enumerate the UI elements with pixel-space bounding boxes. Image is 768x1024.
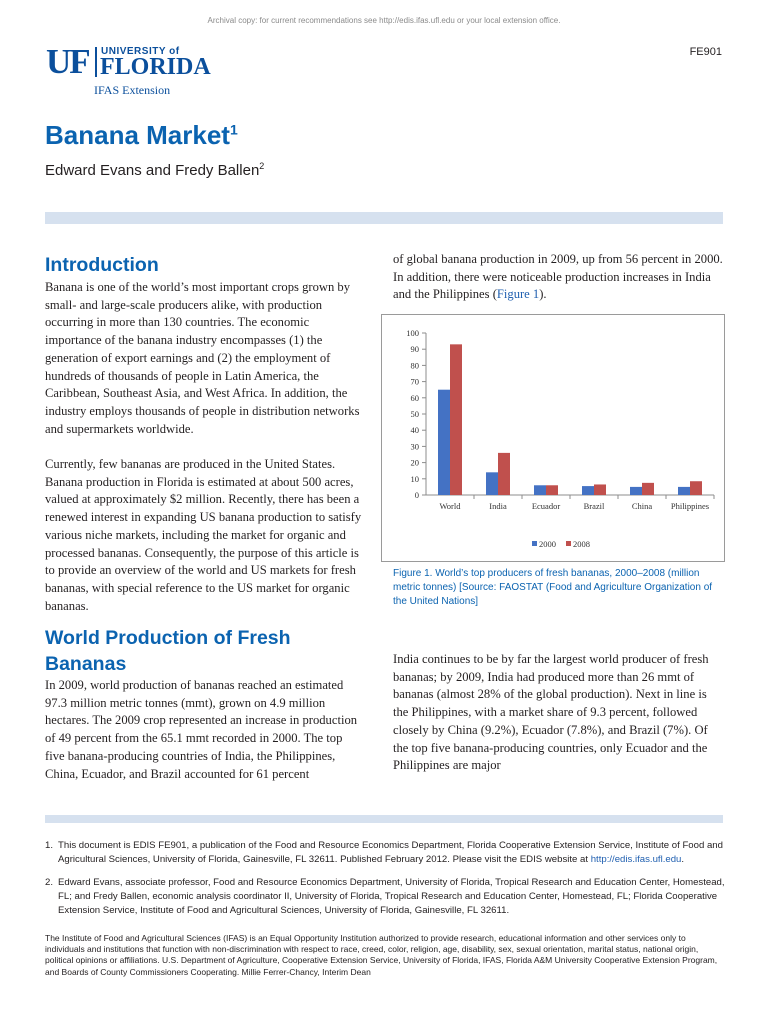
x-tick-label: Brazil <box>583 501 605 511</box>
logo-florida-text: FLORIDA <box>100 54 211 80</box>
y-tick-label: 10 <box>410 473 419 484</box>
bar-2000-world <box>438 390 450 495</box>
footnote-1-end: . <box>681 854 685 865</box>
figure-1-chart <box>381 314 725 562</box>
footnote-1 <box>45 839 725 867</box>
y-tick-label: 40 <box>410 425 419 436</box>
logo-divider <box>95 47 97 77</box>
x-tick-label: India <box>489 501 507 511</box>
y-tick-label: 100 <box>406 328 419 338</box>
x-tick-label: World <box>439 501 461 511</box>
authors <box>45 161 264 179</box>
right-paragraph-1 <box>393 251 723 304</box>
bar-2000-brazil <box>582 486 594 495</box>
right-p1-start: of global banana production in 2009, up from 56 percent in 2000. In addition, there were noticeable production increases in India and the Philippines ( <box>393 252 723 302</box>
y-tick-label: 30 <box>410 441 419 452</box>
bar-2000-ecuador <box>534 485 546 495</box>
logo-university-text: UNIVERSITY of <box>101 46 180 57</box>
x-tick-label: Philippines <box>670 501 710 511</box>
world-paragraph-1: In 2009, world production of bananas reached an estimated 97.3 million metric tonnes (mmt), grown on 4.9 million hectares. The 2009 crop represented an increase in production of 49 percent from the 65.1 mmt recorded in 2000. The top five banana-producing countries of India, the Philippines, China, Ecuador, and Brazil accounted for 61 percent <box>45 678 358 781</box>
authors-text: Edward Evans and Fredy Ballen <box>45 162 260 179</box>
bar-2008-world <box>450 344 462 495</box>
edis-website-link[interactable]: http://edis.ifas.ufl.edu <box>590 854 682 865</box>
y-tick-label: 80 <box>410 360 419 371</box>
y-tick-label: 60 <box>410 392 419 403</box>
intro-paragraph-2: Currently, few bananas are produced in the United States. Banana production in Florida is estimated at about 500 acres, valued at approximately $2 million. Recently, there has been a renewed interest in expanding US banana production to satisfy various niche markets, including the market for organic and processed bananas. Consequently, the purpose of this article is to provide an overview of the world and US markets for fresh bananas, with special reference to the US market for organic bananas. <box>45 457 362 613</box>
bar-2008-philippines <box>690 481 702 495</box>
footnote-rule <box>45 815 723 823</box>
bar-2008-india <box>498 453 510 495</box>
bar-2008-brazil <box>594 484 606 495</box>
right-column-bottom <box>393 651 723 775</box>
y-tick-label: 0 <box>414 490 419 500</box>
x-tick-label: China <box>631 501 653 511</box>
footnote-2-text: Edward Evans, associate professor, Food and Resource Economics Department, University of Florida, Tropical Research and Education Center, Homestead, FL; and Fredy Ballen, economic analysis coordinator II, University of Florida, Tropical Research and Education Center, Homestead, FL; Florida Cooperative Extension Service, Institute of Food and Agricultural Sciences, University of Florida, Gainesville, FL 32611. <box>58 877 725 916</box>
y-tick-label: 20 <box>410 457 419 468</box>
world-production-heading: World Production of Fresh Bananas <box>45 627 291 675</box>
bar-2000-india <box>486 472 498 495</box>
footnote-1-body <box>58 839 725 867</box>
uf-ifas-logo <box>46 44 216 98</box>
authors-footnote-ref[interactable]: 2 <box>259 161 265 171</box>
legend-label-2008: 2008 <box>573 539 590 549</box>
logo-uf-letters: UF <box>46 42 89 81</box>
right-paragraph-2: India continues to be by far the largest world producer of fresh bananas; by 2009, India had produced more than 26 mmt of bananas (almost 28% of the global production). Next in line is the Philippines, with a market share of 9.3 percent, followed closely by China (9.2%), Ecuador (7.8%), and Brazil (7%). Of the top five banana-producing countries, only Ecuador and the Philippines are major <box>393 652 709 773</box>
bar-2000-china <box>630 487 642 495</box>
page-title <box>45 118 238 152</box>
title-footnote-ref[interactable]: 1 <box>229 121 238 138</box>
figure-1-caption: Figure 1. World’s top producers of fresh bananas, 2000–2008 (million metric tonnes) [Source: FAOSTAT (Food and Agriculture Organization of the United Nations] <box>393 568 713 607</box>
right-column-top <box>393 251 723 304</box>
equal-opportunity-statement: The Institute of Food and Agricultural Sciences (IFAS) is an Equal Opportunity Institution authorized to provide research, educational information and other services only to individuals and institutions that function with non-discrimination with respect to race, creed, color, religion, age, disability, sex, sexual orientation, marital status, national origin, political opinions or affiliations. U.S. Department of Agriculture, Cooperative Extension Service, University of Florida, IFAS, Florida A&M University Cooperative Extension Program, and Boards of County Commissioners Cooperating. Millie Ferrer-Chancy, Interim Dean <box>45 933 718 977</box>
y-tick-label: 90 <box>410 344 419 355</box>
footnote-2-number: 2. <box>45 877 54 888</box>
right-p1-end: ). <box>539 287 547 302</box>
header-band <box>45 212 723 224</box>
footnote-1-text: This document is EDIS FE901, a publication of the Food and Resource Economics Department, Florida Cooperative Extension Service, Institute of Food and Agricultural Sciences, University of Florida, Gainesville, FL 32611. Published February 2012. Please visit the EDIS website at <box>58 840 723 865</box>
title-text: Banana Market <box>45 120 230 150</box>
bar-2008-china <box>642 483 654 495</box>
x-tick-label: Ecuador <box>531 501 561 511</box>
legend-swatch-2000 <box>532 541 537 546</box>
footnote-2 <box>45 876 725 918</box>
footnote-1-number: 1. <box>45 840 54 851</box>
intro-paragraph-1: Banana is one of the world’s most important crops grown by small- and large-scale producers alike, with production occurring in more than 130 countries. The economic importance of the banana industry encompasses (1) the generation of export earnings and (2) the employment of hundreds of thousands of people in Latin America, the Caribbean, Southeast Asia, and West Africa. In addition, the industry employs thousands of people in distribution networks and supermarkets worldwide. <box>45 280 360 436</box>
document-number: FE901 <box>689 46 722 58</box>
legend-swatch-2008 <box>566 541 571 546</box>
logo-ifas-text: IFAS Extension <box>94 83 171 97</box>
intro-heading: Introduction <box>45 254 159 276</box>
intro-section <box>45 252 363 615</box>
legend-label-2000: 2000 <box>539 539 556 549</box>
bar-2000-philippines <box>678 487 690 495</box>
bar-chart-svg <box>382 315 724 561</box>
y-tick-label: 50 <box>410 409 419 419</box>
y-tick-label: 70 <box>410 376 419 387</box>
figure-1-link[interactable]: Figure 1 <box>496 287 540 302</box>
bar-2008-ecuador <box>546 485 558 495</box>
archival-note: Archival copy: for current recommendations see http://edis.ifas.ufl.edu or your local extension office. <box>207 16 561 25</box>
world-production-section <box>45 625 363 783</box>
